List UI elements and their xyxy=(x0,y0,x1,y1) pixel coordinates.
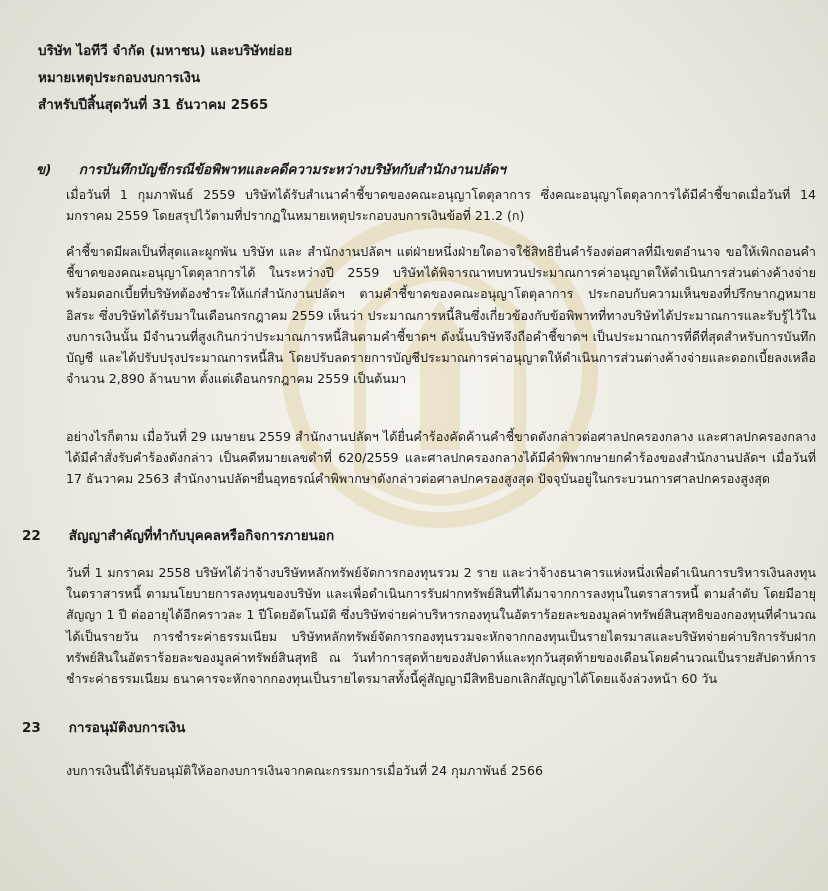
section-23-title: การอนุมัติงบการเงิน xyxy=(68,720,186,736)
paragraph-court-appeal: อย่างไรก็ตาม เมื่อวันที่ 29 เมษายน 2559 สำนักงานปลัดฯ ได้ยื่นคำร้องคัดค้านคำชี้ขาดดังกล่าวต่อศาลปกครองกลาง และศาลปกครองกลางได้มีคำสั่งรับคำร้องดังกล่าว เป็นคดีหมายเลขดำที่ 620/2559 และศาลปกครองกลางได้มีคำพิพากษายกคำร้องของสำนักงานปลัดฯ เมื่อวันที่ 17 ธันวาคม 2563 สำนักงานปลัดฯยื่นอุทธรณ์คำพิพากษาดังกล่าวต่อศาลปกครองสูงสุด ปัจจุบันอยู่ในกระบวนการศาลปกครองสูงสุด xyxy=(66,429,816,487)
subsection-heading xyxy=(36,158,506,180)
section-22-number: 22 xyxy=(22,528,41,544)
document-header xyxy=(38,38,292,119)
section-22-body: วันที่ 1 มกราคม 2558 บริษัทได้ว่าจ้างบริษัทหลักทรัพย์จัดการกองทุนรวม 2 ราย และว่าจ้างธนาคารแห่งหนึ่งเพื่อดำเนินการบริหารเงินลงทุนในตราสารหนี้ ตามนโยบายการลงทุนของบริษัท และเพื่อดำเนินการรับฝากทรัพย์สินที่ได้มาจากการลงทุนในตราสารหนี้ ตามลำดับ โดยมีอายุสัญญา 1 ปี ต่ออายุได้อีกคราวละ 1 ปีโดยอัตโนมัติ ซึ่งบริษัทจ่ายค่าบริหารกองทุนในอัตราร้อยละของมูลค่าทรัพย์สินสุทธิของกองทุนที่คำนวณได้เป็นรายวัน การชำระค่าธรรมเนียม บริษัทหลักทรัพย์จัดการกองทุนรวมจะหักจากกองทุนเป็นรายไตรมาสและบริษัทจ่ายค่าบริการรับฝากทรัพย์สินในอัตราร้อยละของมูลค่าทรัพย์สินสุทธิ ณ วันทำการสุดท้ายของสัปดาห์และทุกวันสุดท้ายของเดือนโดยคำนวณเป็นรายสัปดาห์การชำระค่าธรรมเนียม ธนาคารจะหักจากกองทุนเป็นรายไตรมาสทั้งนี้คู่สัญญามีสิทธิบอกเลิกสัญญาได้โดยแจ้งล่วงหน้า 60 วัน xyxy=(66,565,816,687)
section-22-heading xyxy=(22,524,334,546)
section-22-title: สัญญาสำคัญที่ทำกับบุคคลหรือกิจการภายนอก xyxy=(68,528,335,544)
paragraph-award-effect: คำชี้ขาดมีผลเป็นที่สุดและผูกพัน บริษัท และ สำนักงานปลัดฯ แต่ฝ่ายหนึ่งฝ่ายใดอาจใช้สิทธิยื่นคำร้องต่อศาลที่มีเขตอำนาจ ขอให้เพิกถอนคำชี้ขาดของคณะอนุญาโตตุลาการได้ ในระหว่างปี 2559 บริษัทได้พิจารณาทบทวนประมาณการค่าอนุญาตให้ดำเนินการส่วนต่างค้างจ่ายพร้อมดอกเบี้ยที่บริษัทต้องชำระให้แก่สำนักงานปลัดฯ ตามคำชี้ขาดของคณะอนุญาโตตุลาการ ประกอบกับความเห็นของที่ปรึกษากฎหมายอิสระ ซึ่งบริษัทได้รับมาในเดือนกรกฎาคม 2559 เห็นว่า ประมาณการหนี้สินซึ่งเกี่ยวข้องกับข้อพิพาทที่ทางบริษัทได้ประมาณการและรับรู้ไว้ในงบการเงินนั้น มีจำนวนที่สูงเกินกว่าประมาณการหนี้สินตามคำชี้ขาดฯ ดังนั้นบริษัทจึงถือคำชี้ขาดฯ เป็นประมาณการที่ดีที่สุดสำหรับการบันทึกบัญชี และได้ปรับปรุงประมาณการหนี้สิน โดยปรับลดรายการบัญชีประมาณการค่าอนุญาตให้ดำเนินการส่วนต่างค้างจ่ายและดอกเบี้ยลงเหลือ จำนวน 2,890 ล้านบาท ตั้งแต่เดือนกรกฎาคม 2559 เป็นต้นมา xyxy=(66,244,816,387)
section-23-body: งบการเงินนี้ได้รับอนุมัติให้ออกงบการเงินจากคณะกรรมการเมื่อวันที่ 24 กุมภาพันธ์ 2566 xyxy=(66,763,544,778)
section-23-heading xyxy=(22,716,185,738)
period-line: สำหรับปีสิ้นสุดวันที่ 31 ธันวาคม 2565 xyxy=(38,97,269,113)
paragraph-award-receipt: เมื่อวันที่ 1 กุมภาพันธ์ 2559 บริษัทได้รับสำเนาคำชี้ขาดของคณะอนุญาโตตุลาการ ซึ่งคณะอนุญาโตตุลาการได้มีคำชี้ขาดเมื่อวันที่ 14 มกราคม 2559 โดยสรุปไว้ตามที่ปรากฏในหมายเหตุประกอบงบการเงินข้อที่ 21.2 (ก) xyxy=(66,187,816,224)
subsection-title: การบันทึกบัญชีกรณีข้อพิพาทและคดีความระหว่างบริษัทกับสำนักงานปลัดฯ xyxy=(78,162,506,178)
company-name: บริษัท ไอทีวี จำกัด (มหาชน) และบริษัทย่อย xyxy=(38,43,293,59)
subsection-marker: ข) xyxy=(36,162,52,178)
notes-title: หมายเหตุประกอบงบการเงิน xyxy=(38,70,201,86)
section-23-number: 23 xyxy=(22,720,41,736)
